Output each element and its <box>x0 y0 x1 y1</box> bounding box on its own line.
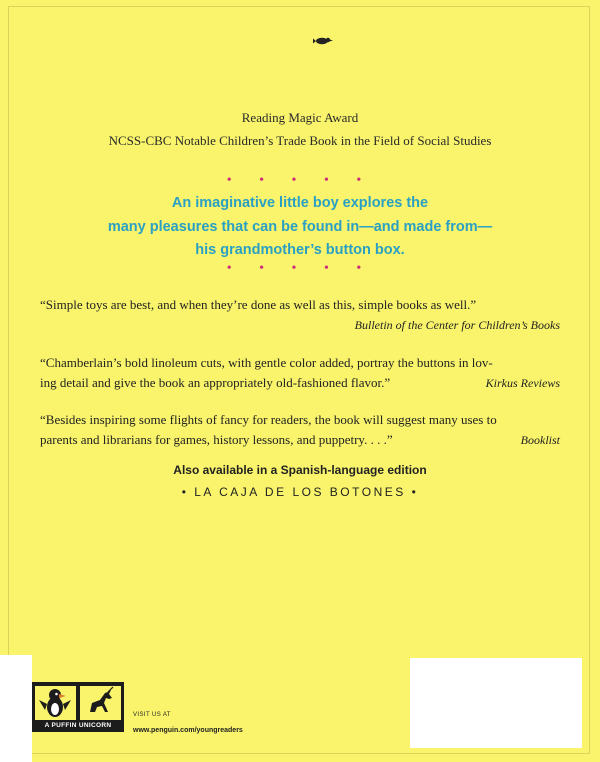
logo-text: A PUFFIN UNICORN <box>44 722 112 729</box>
visit-us-label: VISIT US AT <box>133 712 171 718</box>
spanish-edition-title: • LA CAJA DE LOS BOTONES • <box>181 485 419 499</box>
blurb-line-1: An imaginative little boy explores the <box>171 195 429 211</box>
puffin-icon <box>35 686 76 720</box>
review-quote-3 <box>40 410 560 450</box>
review-text: parents and librarians for games, history lessons, and puppetry. . . .” <box>40 432 393 447</box>
puffin-emblem-icon <box>313 36 333 46</box>
review-quote-2 <box>40 353 560 393</box>
review-last-line <box>40 373 560 393</box>
puffin-panel <box>35 686 76 720</box>
unicorn-panel <box>80 686 121 720</box>
unicorn-icon <box>80 686 121 720</box>
review-text: “Simple toys are best, and when they’re done as well as this, simple books as well.” <box>40 297 477 312</box>
award-line-2: NCSS-CBC Notable Children’s Trade Book in the Field of Social Studies <box>108 133 492 148</box>
barcode-area <box>410 658 582 748</box>
divider-dots-bottom: • • • • • <box>226 261 374 276</box>
review-quote-1 <box>40 295 560 335</box>
review-text: ing detail and give the book an appropriately old-fashioned flavor.” <box>40 375 391 390</box>
review-text: “Besides inspiring some flights of fancy for readers, the book will suggest many uses to <box>40 412 497 427</box>
review-last-line <box>40 430 560 450</box>
blurb-line-3: his grandmother’s button box. <box>195 242 405 258</box>
price-sticker-area <box>0 655 32 762</box>
publisher-logo <box>32 682 124 732</box>
review-source: Booklist <box>520 433 560 447</box>
blurb-line-2: many pleasures that can be found in—and made from— <box>107 219 493 235</box>
review-source: Kirkus Reviews <box>485 376 560 390</box>
spanish-edition-heading: Also available in a Spanish-language edition <box>173 463 427 477</box>
review-source: Bulletin of the Center for Children’s Books <box>354 318 560 332</box>
divider-dots-top: • • • • • <box>226 173 374 188</box>
review-text: “Chamberlain’s bold linoleum cuts, with gentle color added, portray the buttons in lov- <box>40 355 493 370</box>
website-url[interactable]: www.penguin.com/youngreaders <box>133 727 243 734</box>
award-line-1: Reading Magic Award <box>241 110 359 125</box>
